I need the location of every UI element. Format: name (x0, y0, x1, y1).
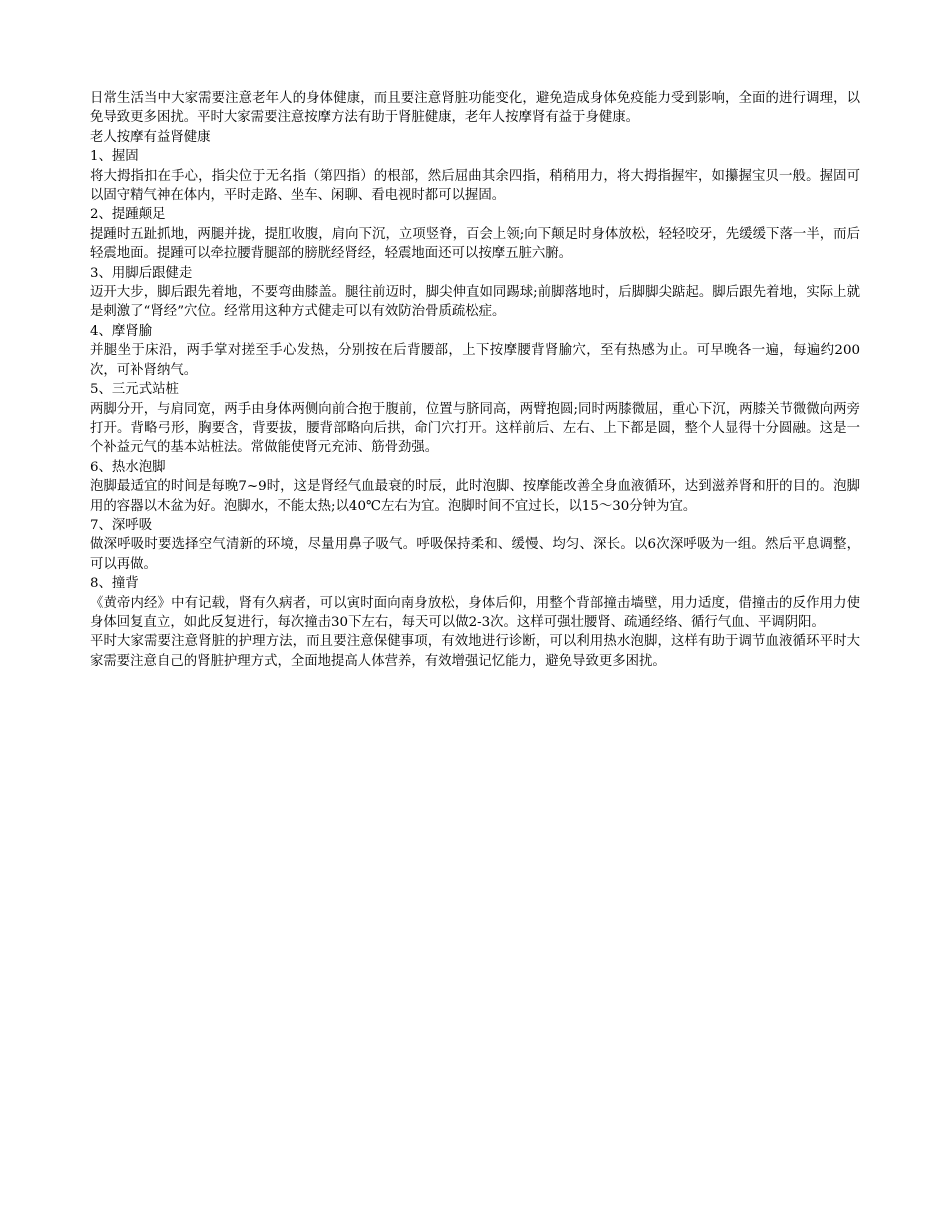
section-heading-6: 6、热水泡脚 (90, 459, 166, 475)
section-heading-1: 1、握固 (90, 149, 139, 165)
section-heading-3: 3、用脚后跟健走 (90, 265, 193, 281)
section-body-2: 提踵时五趾抓地，两腿并拢，提肛收腹，肩向下沉，立项竖脊，百会上领;向下颠足时身体放松，轻轻咬牙，先缓缓下落一半，而后轻震地面。提踵可以牵拉腰背腿部的膀胱经肾经，轻震地面还可以按摩五脏六腑。 (90, 226, 860, 262)
section-body-1: 将大拇指扣在手心，指尖位于无名指（第四指）的根部，然后屈曲其余四指，稍稍用力，将大拇指握牢，如攥握宝贝一般。握固可以固守精气神在体内，平时走路、坐车、闲聊、看电视时都可以握固。 (90, 168, 860, 204)
document-body (90, 89, 860, 671)
section-heading-2: 2、提踵颠足 (90, 207, 166, 223)
section-heading-4: 4、摩肾腧 (90, 323, 153, 339)
section-body-6: 泡脚最适宜的时间是每晚7~9时，这是肾经气血最衰的时辰，此时泡脚、按摩能改善全身血液循环，达到滋养肾和肝的目的。泡脚用的容器以木盆为好。泡脚水，不能太热;以40℃左右为宜。泡脚时间不宜过长，以15～30分钟为宜。 (90, 479, 860, 514)
section-heading-5: 5、三元式站桩 (90, 382, 179, 398)
section-body-3: 迈开大步，脚后跟先着地，不要弯曲膝盖。腿往前迈时，脚尖伸直如同踢球;前脚落地时，后脚脚尖踮起。脚后跟先着地，实际上就是刺激了“肾经”穴位。经常用这种方式健走可以有效防治骨质疏松症。 (90, 285, 860, 320)
section-body-7: 做深呼吸时要选择空气清新的环境，尽量用鼻子吸气。呼吸保持柔和、缓慢、均匀、深长。以6次深呼吸为一组。然后平息调整，可以再做。 (90, 537, 860, 572)
section-heading-8: 8、撞背 (90, 576, 139, 592)
document-title: 老人按摩有益肾健康 (90, 129, 211, 145)
section-body-8: 《黄帝内经》中有记载，肾有久病者，可以寅时面向南身放松，身体后仰，用整个背部撞击墙壁，用力适度，借撞击的反作用力使身体回复直立，如此反复进行，每次撞击30下左右，每天可以做2-3次。这样可强壮腰肾、疏通经络、循行气血、平调阴阳。 (90, 595, 860, 630)
conclusion-paragraph: 平时大家需要注意肾脏的护理方法，而且要注意保健事项，有效地进行诊断，可以利用热水泡脚，这样有助于调节血液循环平时大家需要注意自己的肾脏护理方式，全面地提高人体营养，有效增强记忆能力，避免导致更多困扰。 (90, 634, 860, 669)
section-body-4: 并腿坐于床沿，两手掌对搓至手心发热，分别按在后背腰部，上下按摩腰背肾腧穴，至有热感为止。可早晚各一遍，每遍约200次，可补肾纳气。 (90, 343, 860, 378)
section-body-5: 两脚分开，与肩同宽，两手由身体两侧向前合抱于腹前，位置与脐同高，两臂抱圆;同时两膝微屈，重心下沉，两膝关节微微向两旁打开。背略弓形，胸要含，背要拔，腰背部略向后拱，命门穴打开。这样前后、左右、上下都是圆，整个人显得十分圆融。这是一个补益元气的基本站桩法。常做能使肾元充沛、筋骨劲强。 (90, 401, 860, 456)
section-heading-7: 7、深呼吸 (90, 517, 153, 533)
intro-paragraph: 日常生活当中大家需要注意老年人的身体健康，而且要注意肾脏功能变化，避免造成身体免疫能力受到影响，全面的进行调理，以免导致更多困扰。平时大家需要注意按摩方法有助于肾脏健康，老年人按摩肾有益于身健康。 (90, 91, 860, 126)
